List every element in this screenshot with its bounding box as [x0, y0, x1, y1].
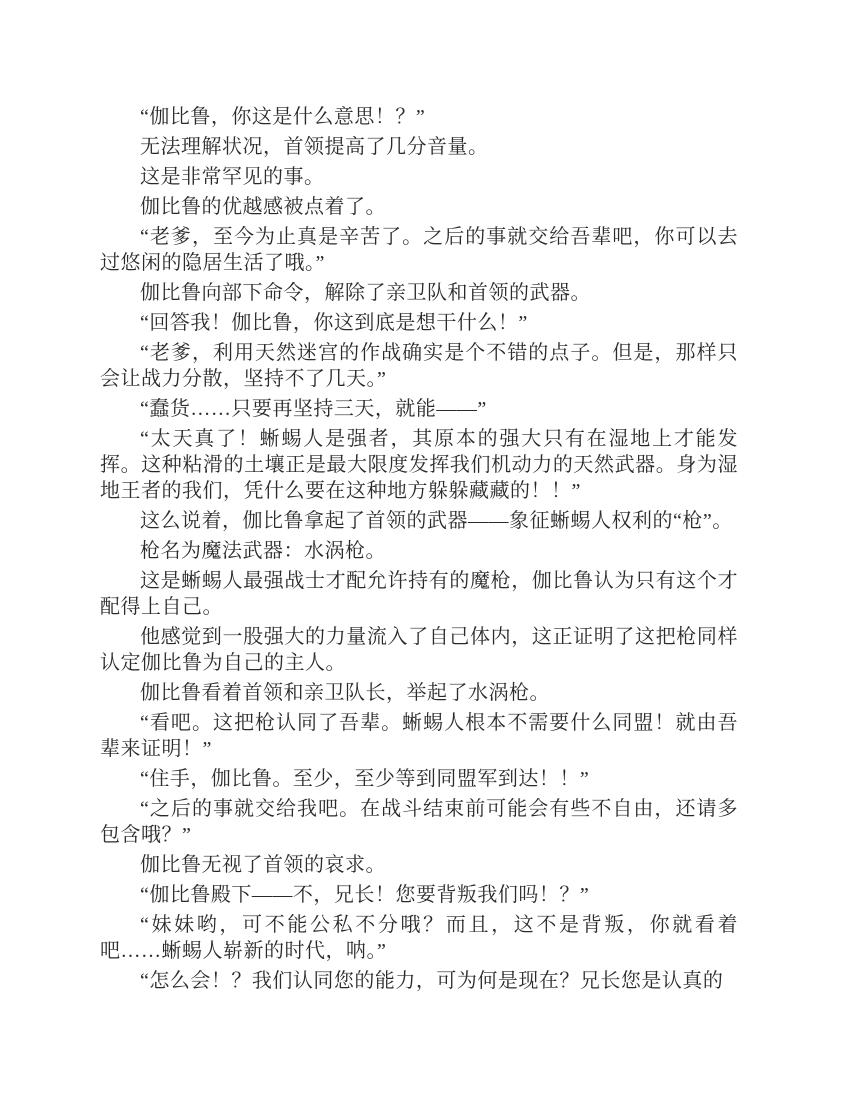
- paragraph: “怎么会！？我们认同您的能力，可为何是现在？兄长您是认真的: [140, 970, 724, 992]
- paragraph: 枪名为魔法武器：水涡枪。: [140, 540, 386, 562]
- paragraph: 伽比鲁看着首领和亲卫队长，举起了水涡枪。: [140, 682, 550, 704]
- paragraph: 伽比鲁的优越感被点着了。: [140, 196, 386, 218]
- paragraph: “伽比鲁殿下——不，兄长！您要背叛我们吗！？”: [140, 884, 590, 906]
- paragraph: 这是非常罕见的事。: [140, 166, 325, 188]
- paragraph: “太天真了！蜥蜴人是强者，其原本的强大只有在湿地上才能发挥。这种粘滑的土壤正是最大限度发挥我们机动力的天然武器。身为湿地王者的我们，凭什么要在这种地方躲躲藏藏的！！”: [100, 428, 738, 502]
- paragraph: “妹妹哟，可不能公私不分哦？而且，这不是背叛，你就看着吧……蜥蜴人崭新的时代，呐。”: [100, 914, 738, 962]
- paragraph: “老爹，至今为止真是辛苦了。之后的事就交给吾辈吧，你可以去过悠闲的隐居生活了哦。”: [100, 226, 738, 274]
- paragraph: “看吧。这把枪认同了吾辈。蜥蜴人根本不需要什么同盟！就由吾辈来证明！”: [100, 712, 738, 760]
- paragraph: “老爹，利用天然迷宫的作战确实是个不错的点子。但是，那样只会让战力分散，坚持不了几天。”: [100, 342, 738, 390]
- paragraph: 伽比鲁无视了首领的哀求。: [140, 854, 386, 876]
- paragraph: “蠢货……只要再坚持三天，就能——”: [140, 398, 487, 420]
- paragraph: “回答我！伽比鲁，你这到底是想干什么！”: [140, 312, 528, 334]
- paragraph: “住手，伽比鲁。至少，至少等到同盟军到达！！”: [140, 768, 590, 790]
- paragraph: 这是蜥蜴人最强战士才配允许持有的魔枪，伽比鲁认为只有这个才配得上自己。: [100, 570, 738, 618]
- paragraph: 伽比鲁向部下命令，解除了亲卫队和首领的武器。: [140, 282, 591, 304]
- paragraph: “伽比鲁，你这是什么意思！？”: [140, 106, 426, 128]
- paragraph: “之后的事就交给我吧。在战斗结束前可能会有些不自由，还请多包含哦？”: [100, 798, 738, 846]
- paragraph: 这么说着，伽比鲁拿起了首领的武器——象征蜥蜴人权利的“枪”。: [140, 510, 733, 532]
- paragraph: 无法理解状况，首领提高了几分音量。: [140, 136, 489, 158]
- paragraph: 他感觉到一股强大的力量流入了自己体内，这正证明了这把枪同样认定伽比鲁为自己的主人。: [100, 626, 738, 674]
